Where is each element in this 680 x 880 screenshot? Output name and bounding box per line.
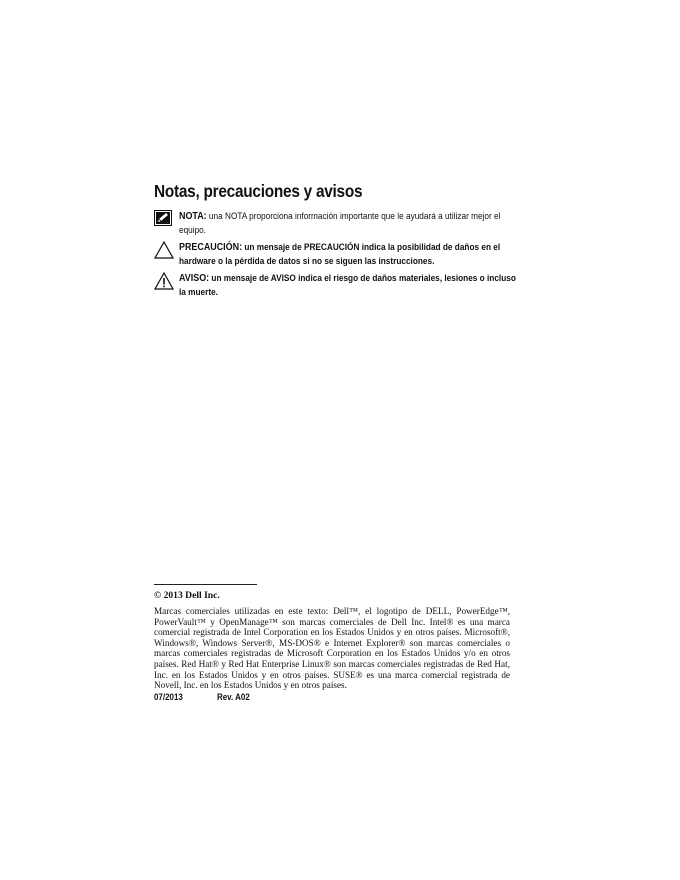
copyright-line: © 2013 Dell Inc.: [154, 590, 220, 601]
caution-lead: PRECAUCIÓN:: [179, 242, 243, 253]
caution-text: [179, 241, 523, 269]
warning-exclamation-triangle-icon: [154, 272, 174, 290]
caution-triangle-icon: [154, 241, 174, 259]
warning-body: un mensaje de AVISO indica el riesgo de daños materiales, lesiones o incluso la muerte.: [179, 273, 516, 298]
trademarks-paragraph: Marcas comerciales utilizadas en este texto: Dell™, el logotipo de DELL, PowerEdge™, PowerVault™ y OpenManage™ son marcas comerciales de Dell Inc. Intel® es una marca comercial registrada de Intel Corporation en los Estados Unidos y en otros países. Microsoft®, Windows®, Windows Server®, MS-DOS® e Internet Explorer® son marcas comerciales o marcas comerciales registradas de Microsoft Corporation en los Estados Unidos y/o en otros países. Red Hat® y Red Hat Enterprise Linux® son marcas comerciales registradas de Red Hat, Inc. en los Estados Unidos y en otros países. SUSE® es una marca comercial registrada de Novell, Inc. en los Estados Unidos y en otros países.: [154, 606, 510, 691]
caution-body: un mensaje de PRECAUCIÓN indica la posibilidad de daños en el hardware o la pérdida de datos si no se siguen las instrucciones.: [179, 242, 501, 267]
note-lead: NOTA:: [179, 211, 207, 222]
warning-text: [179, 272, 523, 300]
note-text: [179, 210, 523, 238]
publication-date: 07/2013: [154, 691, 183, 702]
page-title: Notas, precauciones y avisos: [154, 181, 363, 201]
warning-lead: AVISO:: [179, 273, 210, 284]
note-pencil-icon: [154, 210, 174, 228]
revision-number: Rev. A02: [217, 691, 250, 702]
footnote-divider: [154, 584, 257, 585]
note-body: una NOTA proporciona información importante que le ayudará a utilizar mejor el equipo.: [179, 211, 501, 236]
